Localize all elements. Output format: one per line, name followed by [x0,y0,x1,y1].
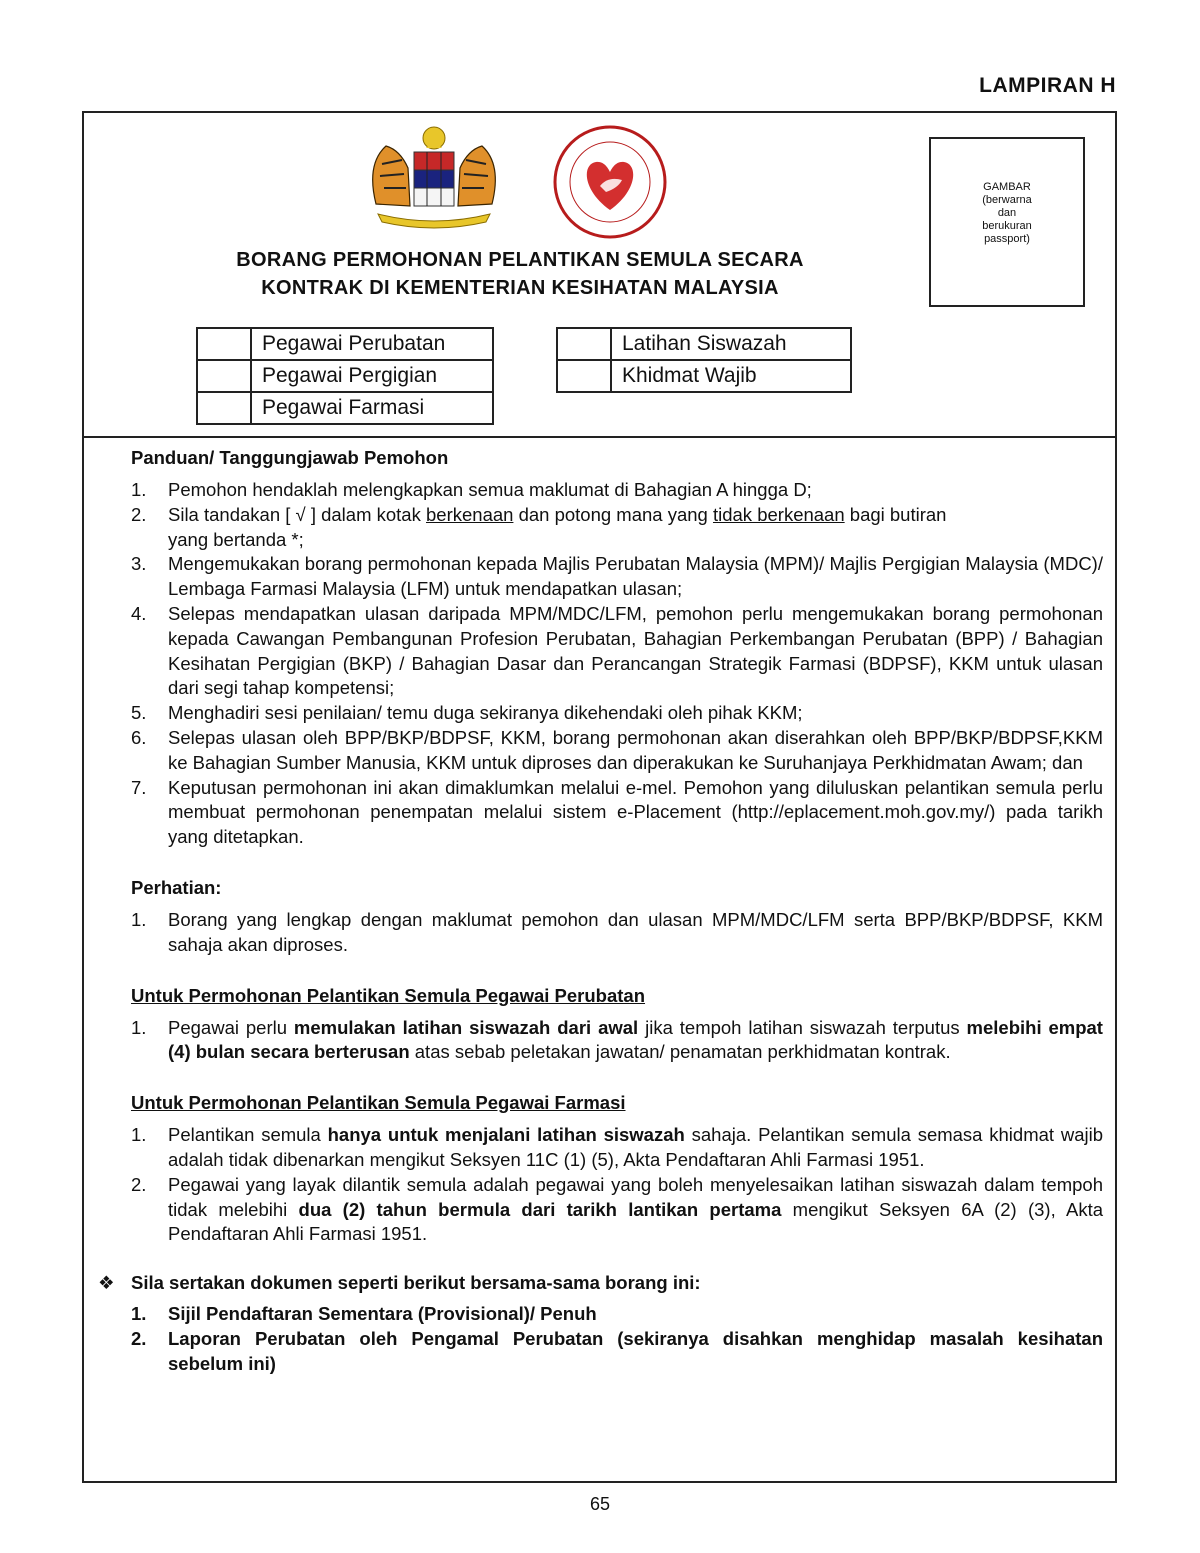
panduan-heading: Panduan/ Tanggungjawab Pemohon [131,447,449,468]
category-label: Pegawai Farmasi [251,392,493,424]
title-line-1: BORANG PERMOHONAN PELANTIKAN SEMULA SECARA [236,249,804,271]
category-row [197,328,493,360]
lampiran-label: LAMPIRAN H [979,74,1116,97]
documents-list [131,1302,1103,1376]
checkbox-pegawai-pergigian[interactable] [197,360,251,392]
title-line-2: KONTRAK DI KEMENTERIAN KESIHATAN MALAYSIA [261,277,779,299]
category-row [197,360,493,392]
farmasi-list [131,1123,1103,1247]
list-item: 4. Selepas mendapatkan ulasan daripada MPM/MDC/LFM, pemohon perlu mengemukakan borang permohonan kepada Cawangan Pembangunan Profesion Perubatan, Bahagian Perkembangan Perubatan (BPP) / Bahagian Kesihatan Pergigian (BKP) / Bahagian Dasar dan Perancangan Strategik Farmasi (BDPSF), KKM untuk ulasan dari segi tahap kompetensi; [131,602,1103,699]
panduan-list [131,478,1103,850]
form-title [180,246,860,302]
documents-heading: ❖ Sila sertakan dokumen seperti berikut bersama-sama borang ini: [131,1271,1103,1296]
checkbox-khidmat-wajib[interactable] [557,360,611,392]
category-label: Latihan Siswazah [611,328,851,360]
perubatan-list [131,1016,1103,1066]
photo-line-1: GAMBAR [983,181,1031,193]
list-item: 2. Sila tandakan [ √ ] dalam kotak berkenaan dan potong mana yang tidak berkenaan bagi butiran yang bertanda *; [131,503,947,550]
list-item: 1. Sijil Pendaftaran Sementara (Provisional)/ Penuh [131,1302,597,1324]
category-label: Pegawai Pergigian [251,360,493,392]
list-item: 1. Pelantikan semula hanya untuk menjalani latihan siswazah sahaja. Pelantikan semula semasa khidmat wajib adalah tidak dibenarkan mengikut Seksyen 11C (1) (5), Akta Pendaftaran Ahli Farmasi 1951. [131,1124,1103,1170]
category-row [197,392,493,424]
perhatian-heading: Perhatian: [131,876,222,898]
officer-type-table [196,327,494,425]
checkbox-pegawai-farmasi[interactable] [197,392,251,424]
checkbox-pegawai-perubatan[interactable] [197,328,251,360]
photo-placeholder[interactable] [929,137,1085,307]
service-type-table [556,327,852,393]
category-label: Khidmat Wajib [611,360,851,392]
photo-line-2: (berwarna [982,194,1032,206]
list-item: 2. Pegawai yang layak dilantik semula adalah pegawai yang boleh menyelesaikan latihan siswazah dalam tempoh tidak melebihi dua (2) tahun bermula dari tarikh lantikan pertama mengikut Seksyen 6A (2) (3), Akta Pendaftaran Ahli Farmasi 1951. [131,1173,1103,1245]
list-item: 1. Pemohon hendaklah melengkapkan semua maklumat di Bahagian A hingga D; [131,479,812,500]
list-item: 2. Laporan Perubatan oleh Pengamal Perubatan (sekiranya disahkan menghidap masalah kesihatan sebelum ini) [131,1327,1103,1374]
list-item: 5. Menghadiri sesi penilaian/ temu duga sekiranya dikehendaki oleh pihak KKM; [131,702,803,724]
list-item: 7. Keputusan permohonan ini akan dimaklumkan melalui e-mel. Pemohon yang diluluskan pelantikan semula perlu membuat permohonan penempatan melalui sistem e-Placement (http://eplacement.moh.gov.my/) pada tarikh yang ditetapkan. [131,776,1103,848]
malaysia-coat-of-arms-logo [356,124,512,230]
photo-line-3: dan [997,207,1017,219]
list-item: 3. Mengemukakan borang permohonan kepada Majlis Perubatan Malaysia (MPM)/ Majlis Pergigian Malaysia (MDC)/ Lembaga Farmasi Malaysia (LFM) untuk mendapatkan ulasan; [131,553,1103,600]
diamond-bullet-icon: ❖ [98,1272,115,1294]
kkm-heart-logo [552,124,668,240]
category-label: Pegawai Perubatan [251,328,493,360]
list-item: 1. Pegawai perlu memulakan latihan siswazah dari awal jika tempoh latihan siswazah terputus melebihi empat (4) bulan secara berterusan atas sebab peletakan jawatan/ penamatan perkhidmatan kontrak. [131,1016,1103,1063]
perubatan-heading: Untuk Permohonan Pelantikan Semula Pegawai Perubatan [131,984,646,1006]
photo-line-4: berukuran [982,220,1032,232]
checkbox-latihan-siswazah[interactable] [557,328,611,360]
list-item: 6. Selepas ulasan oleh BPP/BKP/BDPSF, KKM, borang permohonan akan diserahkan oleh BPP/BKP/BDPSF,KKM ke Bahagian Sumber Manusia, KKM untuk diproses dan diperakukan ke Suruhanjaya Perkhidmatan Awam; dan [131,726,1103,773]
page-number: 65 [589,1494,611,1514]
farmasi-heading: Untuk Permohonan Pelantikan Semula Pegawai Farmasi [131,1092,626,1114]
photo-line-5: passport) [984,233,1030,245]
instructions-section [98,444,1103,1376]
header-divider [82,436,1117,438]
category-row [557,328,851,360]
category-row [557,360,851,392]
list-item: 1. Borang yang lengkap dengan maklumat pemohon dan ulasan MPM/MDC/LFM serta BPP/BKP/BDPSF, KKM sahaja akan diproses. [131,908,1103,955]
perhatian-list [131,908,1103,958]
